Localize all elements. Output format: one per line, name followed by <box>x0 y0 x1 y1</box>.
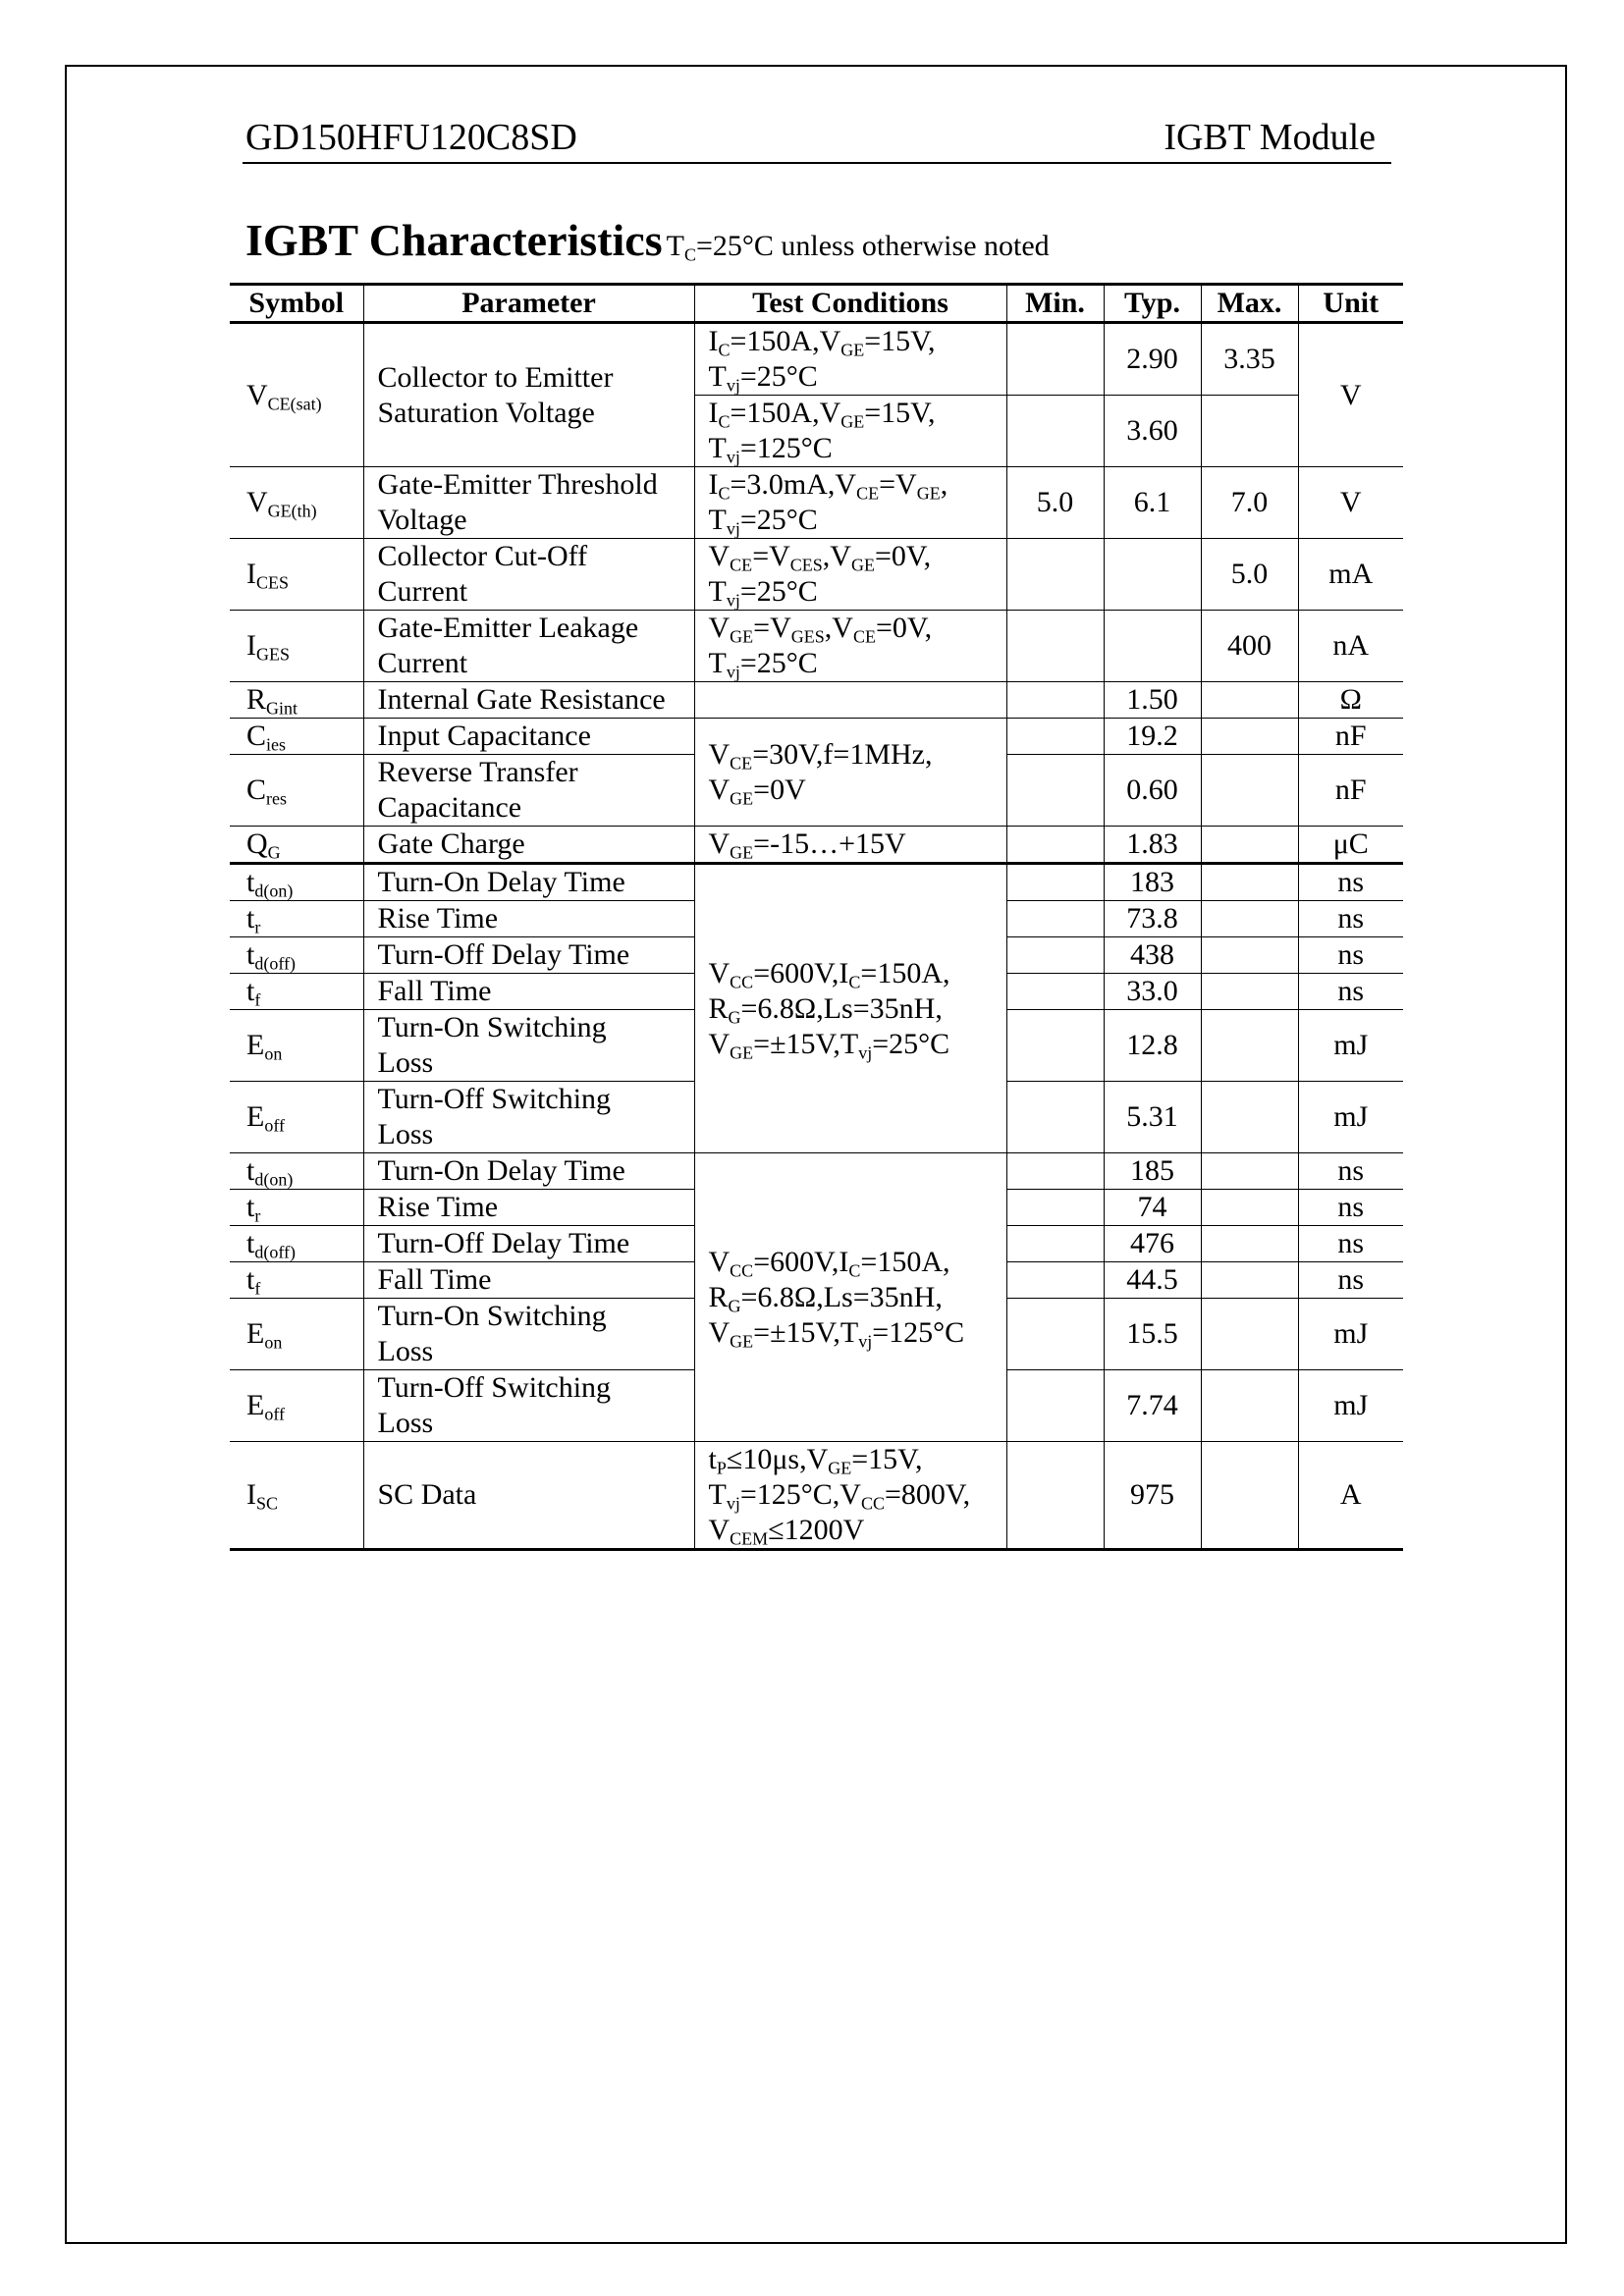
min-cell <box>1006 755 1104 827</box>
section-title-text: IGBT Characteristics <box>245 215 663 265</box>
min-cell: 5.0 <box>1006 467 1104 539</box>
typ-cell: 1.50 <box>1104 682 1201 719</box>
unit-cell: ns <box>1298 1153 1403 1190</box>
symbol-cell: $t_{d(off)}$ <box>230 937 363 974</box>
condition-cell: $V_{GE}=V_{GES},V_{CE}=0V$, $T_{vj}=25^\circ C$ <box>694 611 1006 682</box>
unit-cell: ns <box>1298 864 1403 901</box>
max-cell <box>1201 1082 1298 1153</box>
parameter-cell: Gate-Emitter Leakage Current <box>363 611 694 682</box>
table-header-row <box>230 285 1403 323</box>
max-cell <box>1201 1010 1298 1082</box>
symbol-cell: $C_{ies}$ <box>230 719 363 755</box>
typ-cell <box>1104 539 1201 611</box>
max-cell <box>1201 937 1298 974</box>
symbol-cell: $t_r$ <box>230 901 363 937</box>
min-cell <box>1006 682 1104 719</box>
table-row <box>230 611 1403 682</box>
symbol-cell: $C_{res}$ <box>230 755 363 827</box>
unit-cell: A <box>1298 1442 1403 1550</box>
max-cell <box>1201 827 1298 864</box>
max-cell <box>1201 682 1298 719</box>
table-row <box>230 539 1403 611</box>
table-row <box>230 1442 1403 1550</box>
condition-cell: $V_{CC}=600V,I_C=150A$, $R_G=6.8\Omega,Ls=35nH$, $V_{GE}=\pm 15V,T_{vj}=25^\circ C$ <box>694 864 1006 1153</box>
max-cell <box>1201 396 1298 467</box>
product-type: IGBT Module <box>1164 117 1376 158</box>
parameter-cell: Turn-Off Delay Time <box>363 1226 694 1262</box>
parameter-cell: Turn-Off Delay Time <box>363 937 694 974</box>
min-cell <box>1006 937 1104 974</box>
min-cell <box>1006 901 1104 937</box>
max-cell <box>1201 719 1298 755</box>
min-cell <box>1006 539 1104 611</box>
symbol-cell: $I_{CES}$ <box>230 539 363 611</box>
symbol-cell: $t_{d(off)}$ <box>230 1226 363 1262</box>
parameter-cell: Gate Charge <box>363 827 694 864</box>
condition-cell: $I_C=150A,V_{GE}=15V$, $T_{vj}=125^\circ C$ <box>694 396 1006 467</box>
table-row <box>230 467 1403 539</box>
unit-cell: ns <box>1298 1226 1403 1262</box>
parameter-cell: Rise Time <box>363 901 694 937</box>
condition-cell <box>694 682 1006 719</box>
max-cell <box>1201 1262 1298 1299</box>
symbol-cell: $t_r$ <box>230 1190 363 1226</box>
typ-cell: 3.60 <box>1104 396 1201 467</box>
parameter-cell: Turn-On Delay Time <box>363 1153 694 1190</box>
symbol-cell: $I_{GES}$ <box>230 611 363 682</box>
max-cell <box>1201 864 1298 901</box>
max-cell <box>1201 755 1298 827</box>
typ-cell: 2.90 <box>1104 323 1201 396</box>
unit-cell: mJ <box>1298 1299 1403 1370</box>
parameter-cell: Reverse Transfer Capacitance <box>363 755 694 827</box>
typ-cell: 183 <box>1104 864 1201 901</box>
min-cell <box>1006 1299 1104 1370</box>
col-header-test-conditions: Test Conditions <box>694 285 1006 323</box>
unit-cell: nF <box>1298 755 1403 827</box>
typ-cell <box>1104 611 1201 682</box>
symbol-cell: $t_f$ <box>230 974 363 1010</box>
typ-cell: 5.31 <box>1104 1082 1201 1153</box>
max-cell <box>1201 1190 1298 1226</box>
unit-cell: mJ <box>1298 1370 1403 1442</box>
symbol-cell: $E_{off}$ <box>230 1082 363 1153</box>
table-row <box>230 1153 1403 1190</box>
unit-cell: ns <box>1298 974 1403 1010</box>
col-header-unit: Unit <box>1298 285 1403 323</box>
max-cell <box>1201 1226 1298 1262</box>
min-cell <box>1006 323 1104 396</box>
unit-cell: mJ <box>1298 1082 1403 1153</box>
typ-cell: 33.0 <box>1104 974 1201 1010</box>
min-cell <box>1006 396 1104 467</box>
typ-cell: 185 <box>1104 1153 1201 1190</box>
min-cell <box>1006 719 1104 755</box>
col-header-min: Min. <box>1006 285 1104 323</box>
parameter-cell: Internal Gate Resistance <box>363 682 694 719</box>
condition-cell: $V_{CE}=V_{CES},V_{GE}=0V$, $T_{vj}=25^\circ C$ <box>694 539 1006 611</box>
typ-cell: 15.5 <box>1104 1299 1201 1370</box>
unit-cell: V <box>1298 467 1403 539</box>
unit-cell: μC <box>1298 827 1403 864</box>
typ-cell: 73.8 <box>1104 901 1201 937</box>
section-title <box>245 214 1050 266</box>
symbol-cell: $V_{GE(th)}$ <box>230 467 363 539</box>
max-cell <box>1201 901 1298 937</box>
symbol-cell: $Q_G$ <box>230 827 363 864</box>
symbol-cell: $t_{d(on)}$ <box>230 864 363 901</box>
min-cell <box>1006 1153 1104 1190</box>
condition-cell: $V_{CE}=30V,f=1MHz$, $V_{GE}=0V$ <box>694 719 1006 827</box>
typ-cell: 19.2 <box>1104 719 1201 755</box>
max-cell: 7.0 <box>1201 467 1298 539</box>
parameter-cell: Fall Time <box>363 1262 694 1299</box>
symbol-cell: $I_{SC}$ <box>230 1442 363 1550</box>
table-row <box>230 323 1403 396</box>
part-number: GD150HFU120C8SD <box>245 117 577 158</box>
condition-cell: $V_{GE}=-15\dots+15V$ <box>694 827 1006 864</box>
max-cell <box>1201 1370 1298 1442</box>
min-cell <box>1006 1082 1104 1153</box>
unit-cell: Ω <box>1298 682 1403 719</box>
parameter-cell: Fall Time <box>363 974 694 1010</box>
condition-cell: $I_C=3.0mA,V_{CE}=V_{GE}$, $T_{vj}=25^\circ C$ <box>694 467 1006 539</box>
typ-cell: 0.60 <box>1104 755 1201 827</box>
max-cell: 400 <box>1201 611 1298 682</box>
symbol-cell: $R_{Gint}$ <box>230 682 363 719</box>
symbol-cell: $t_f$ <box>230 1262 363 1299</box>
unit-cell: ns <box>1298 1262 1403 1299</box>
unit-cell: ns <box>1298 937 1403 974</box>
max-cell <box>1201 1299 1298 1370</box>
min-cell <box>1006 1262 1104 1299</box>
typ-cell: 7.74 <box>1104 1370 1201 1442</box>
col-header-max: Max. <box>1201 285 1298 323</box>
parameter-cell: Collector Cut-Off Current <box>363 539 694 611</box>
table-row <box>230 682 1403 719</box>
max-cell: 3.35 <box>1201 323 1298 396</box>
symbol-cell: $E_{off}$ <box>230 1370 363 1442</box>
max-cell <box>1201 974 1298 1010</box>
symbol-cell: $t_{d(on)}$ <box>230 1153 363 1190</box>
typ-cell: 476 <box>1104 1226 1201 1262</box>
parameter-cell: Gate-Emitter Threshold Voltage <box>363 467 694 539</box>
col-header-parameter: Parameter <box>363 285 694 323</box>
unit-cell: ns <box>1298 1190 1403 1226</box>
header-rule <box>243 162 1391 164</box>
parameter-cell: Collector to Emitter Saturation Voltage <box>363 323 694 467</box>
symbol-cell: $E_{on}$ <box>230 1299 363 1370</box>
condition-cell: $I_C=150A,V_{GE}=15V$, $T_{vj}=25^\circ C$ <box>694 323 1006 396</box>
unit-cell: nA <box>1298 611 1403 682</box>
unit-cell: ns <box>1298 901 1403 937</box>
symbol-cell: $V_{CE(sat)}$ <box>230 323 363 467</box>
max-cell: 5.0 <box>1201 539 1298 611</box>
typ-cell: 438 <box>1104 937 1201 974</box>
table-row <box>230 864 1403 901</box>
typ-cell: 6.1 <box>1104 467 1201 539</box>
unit-cell: nF <box>1298 719 1403 755</box>
table-row <box>230 719 1403 755</box>
parameter-cell: Turn-On Switching Loss <box>363 1010 694 1082</box>
min-cell <box>1006 827 1104 864</box>
col-header-typ: Typ. <box>1104 285 1201 323</box>
parameter-cell: Rise Time <box>363 1190 694 1226</box>
typ-cell: 74 <box>1104 1190 1201 1226</box>
symbol-cell: $E_{on}$ <box>230 1010 363 1082</box>
condition-cell: $t_P\le 10\mu s,V_{GE}=15V$, $T_{vj}=125^\circ C,V_{CC}=800V$, $V_{CEM}\le 1200V$ <box>694 1442 1006 1550</box>
section-note: $T_C=25^\circ C$ unless otherwise noted <box>666 230 1050 265</box>
min-cell <box>1006 1010 1104 1082</box>
parameter-cell: Turn-Off Switching Loss <box>363 1370 694 1442</box>
parameter-cell: Turn-On Delay Time <box>363 864 694 901</box>
min-cell <box>1006 611 1104 682</box>
parameter-cell: Turn-Off Switching Loss <box>363 1082 694 1153</box>
unit-cell: V <box>1298 323 1403 467</box>
parameter-cell: Input Capacitance <box>363 719 694 755</box>
igbt-characteristics-table <box>230 283 1403 1551</box>
typ-cell: 44.5 <box>1104 1262 1201 1299</box>
typ-cell: 12.8 <box>1104 1010 1201 1082</box>
col-header-symbol: Symbol <box>230 285 363 323</box>
min-cell <box>1006 974 1104 1010</box>
unit-cell: mJ <box>1298 1010 1403 1082</box>
typ-cell: 1.83 <box>1104 827 1201 864</box>
min-cell <box>1006 864 1104 901</box>
typ-cell: 975 <box>1104 1442 1201 1550</box>
condition-cell: $V_{CC}=600V,I_C=150A$, $R_G=6.8\Omega,Ls=35nH$, $V_{GE}=\pm 15V,T_{vj}=125^\circ C$ <box>694 1153 1006 1442</box>
min-cell <box>1006 1370 1104 1442</box>
min-cell <box>1006 1226 1104 1262</box>
table-row <box>230 827 1403 864</box>
parameter-cell: SC Data <box>363 1442 694 1550</box>
unit-cell: mA <box>1298 539 1403 611</box>
parameter-cell: Turn-On Switching Loss <box>363 1299 694 1370</box>
min-cell <box>1006 1442 1104 1550</box>
min-cell <box>1006 1190 1104 1226</box>
max-cell <box>1201 1153 1298 1190</box>
max-cell <box>1201 1442 1298 1550</box>
